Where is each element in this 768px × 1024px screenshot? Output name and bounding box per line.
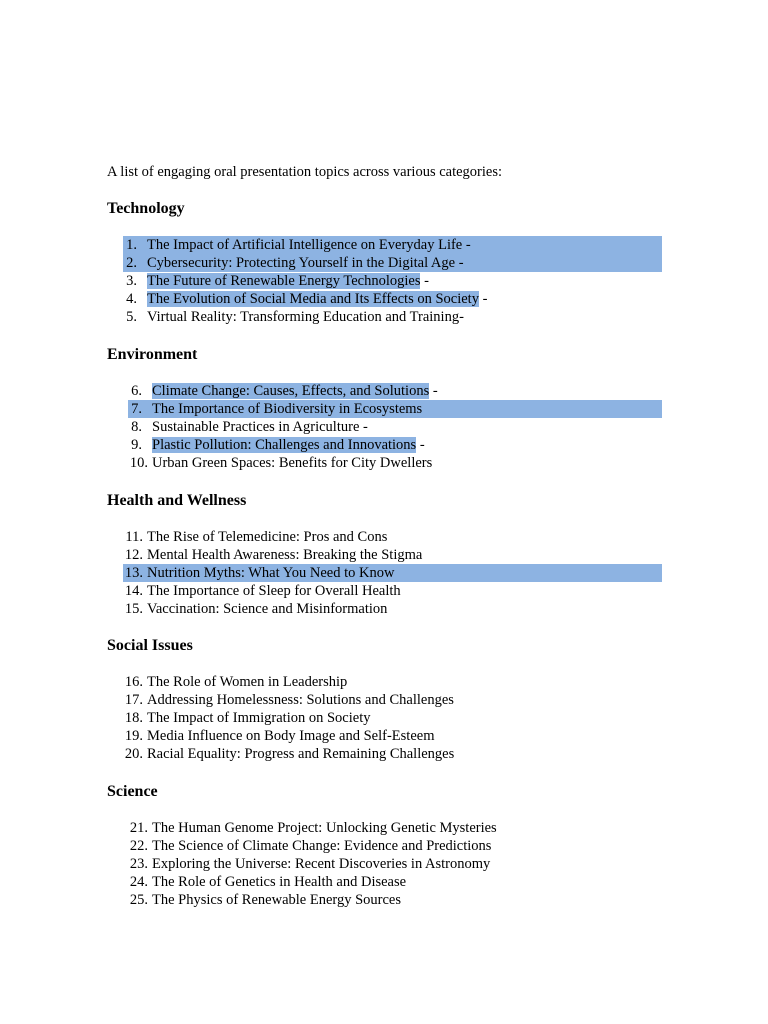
item-number: 5.: [126, 309, 137, 325]
item-number: 14.: [124, 583, 143, 599]
section-heading-environment: Environment: [107, 346, 198, 363]
item-number: 10.: [129, 455, 148, 471]
item-text: The Human Genome Project: Unlocking Genetic Mysteries: [152, 820, 497, 836]
item-number: 8.: [131, 419, 142, 435]
item-text: The Rise of Telemedicine: Pros and Cons: [147, 529, 388, 545]
item-text: Addressing Homelessness: Solutions and Challenges: [147, 692, 454, 708]
item-text: The Impact of Immigration on Society: [147, 710, 371, 726]
item-number: 11.: [125, 529, 143, 545]
item-text: Virtual Reality: Transforming Education and Training: [147, 309, 460, 325]
item-number: 4.: [126, 291, 137, 307]
item-text: Mental Health Awareness: Breaking the Stigma: [147, 547, 423, 563]
item-number: 20.: [124, 746, 143, 762]
section-heading-health-and-wellness: Health and Wellness: [107, 492, 247, 509]
item-text: The Importance of Biodiversity in Ecosystems: [152, 401, 423, 417]
item-text: Racial Equality: Progress and Remaining Challenges: [147, 746, 455, 762]
item-text: The Future of Renewable Energy Technologies: [147, 273, 421, 289]
item-suffix: -: [455, 255, 464, 271]
item-text: The Role of Women in Leadership: [147, 674, 348, 690]
item-number: 24.: [129, 874, 148, 890]
item-text: The Importance of Sleep for Overall Health: [147, 583, 401, 599]
item-text: The Evolution of Social Media and Its Effects on Society: [147, 291, 479, 307]
item-text: Vaccination: Science and Misinformation: [147, 601, 388, 617]
item-number: 23.: [129, 856, 148, 872]
item-number: 19.: [124, 728, 143, 744]
item-number: 7.: [131, 401, 142, 417]
item-suffix: -: [359, 419, 368, 435]
item-suffix: -: [429, 383, 438, 399]
item-number: 17.: [124, 692, 143, 708]
item-text: The Impact of Artificial Intelligence on Everyday Life: [147, 237, 463, 253]
item-number: 6.: [131, 383, 142, 399]
item-text: Urban Green Spaces: Benefits for City Dwellers: [152, 455, 433, 471]
item-number: 2.: [126, 255, 137, 271]
item-number: 15.: [124, 601, 143, 617]
item-number: 12.: [124, 547, 143, 563]
item-number: 18.: [124, 710, 143, 726]
item-text: Nutrition Myths: What You Need to Know: [147, 565, 395, 581]
item-suffix: -: [478, 291, 488, 307]
item-number: 9.: [131, 437, 142, 453]
intro-text: A list of engaging oral presentation topics across various categories:: [107, 164, 503, 180]
item-number: 21.: [129, 820, 148, 836]
item-text: The Physics of Renewable Energy Sources: [152, 892, 401, 908]
item-suffix: -: [462, 237, 471, 253]
item-text: Sustainable Practices in Agriculture: [152, 419, 360, 435]
item-number: 25.: [129, 892, 148, 908]
item-number: 13.: [124, 565, 143, 581]
item-text: The Science of Climate Change: Evidence and Predictions: [152, 838, 492, 854]
item-number: 16.: [124, 674, 143, 690]
item-text: Exploring the Universe: Recent Discoveries in Astronomy: [152, 856, 491, 872]
item-text: Cybersecurity: Protecting Yourself in the Digital Age: [147, 255, 456, 271]
item-number: 1.: [126, 237, 137, 253]
item-text: Climate Change: Causes, Effects, and Solutions: [152, 383, 430, 399]
section-heading-technology: Technology: [107, 200, 185, 217]
item-number: 3.: [126, 273, 137, 289]
item-number: 22.: [129, 838, 148, 854]
section-heading-science: Science: [107, 783, 158, 800]
item-suffix: -: [459, 309, 464, 325]
item-text: Media Influence on Body Image and Self-Esteem: [147, 728, 435, 744]
item-suffix: -: [416, 437, 425, 453]
item-text: The Role of Genetics in Health and Disease: [152, 874, 407, 890]
section-heading-social-issues: Social Issues: [107, 637, 193, 654]
item-text: Plastic Pollution: Challenges and Innovations: [152, 437, 417, 453]
item-suffix: -: [420, 273, 429, 289]
